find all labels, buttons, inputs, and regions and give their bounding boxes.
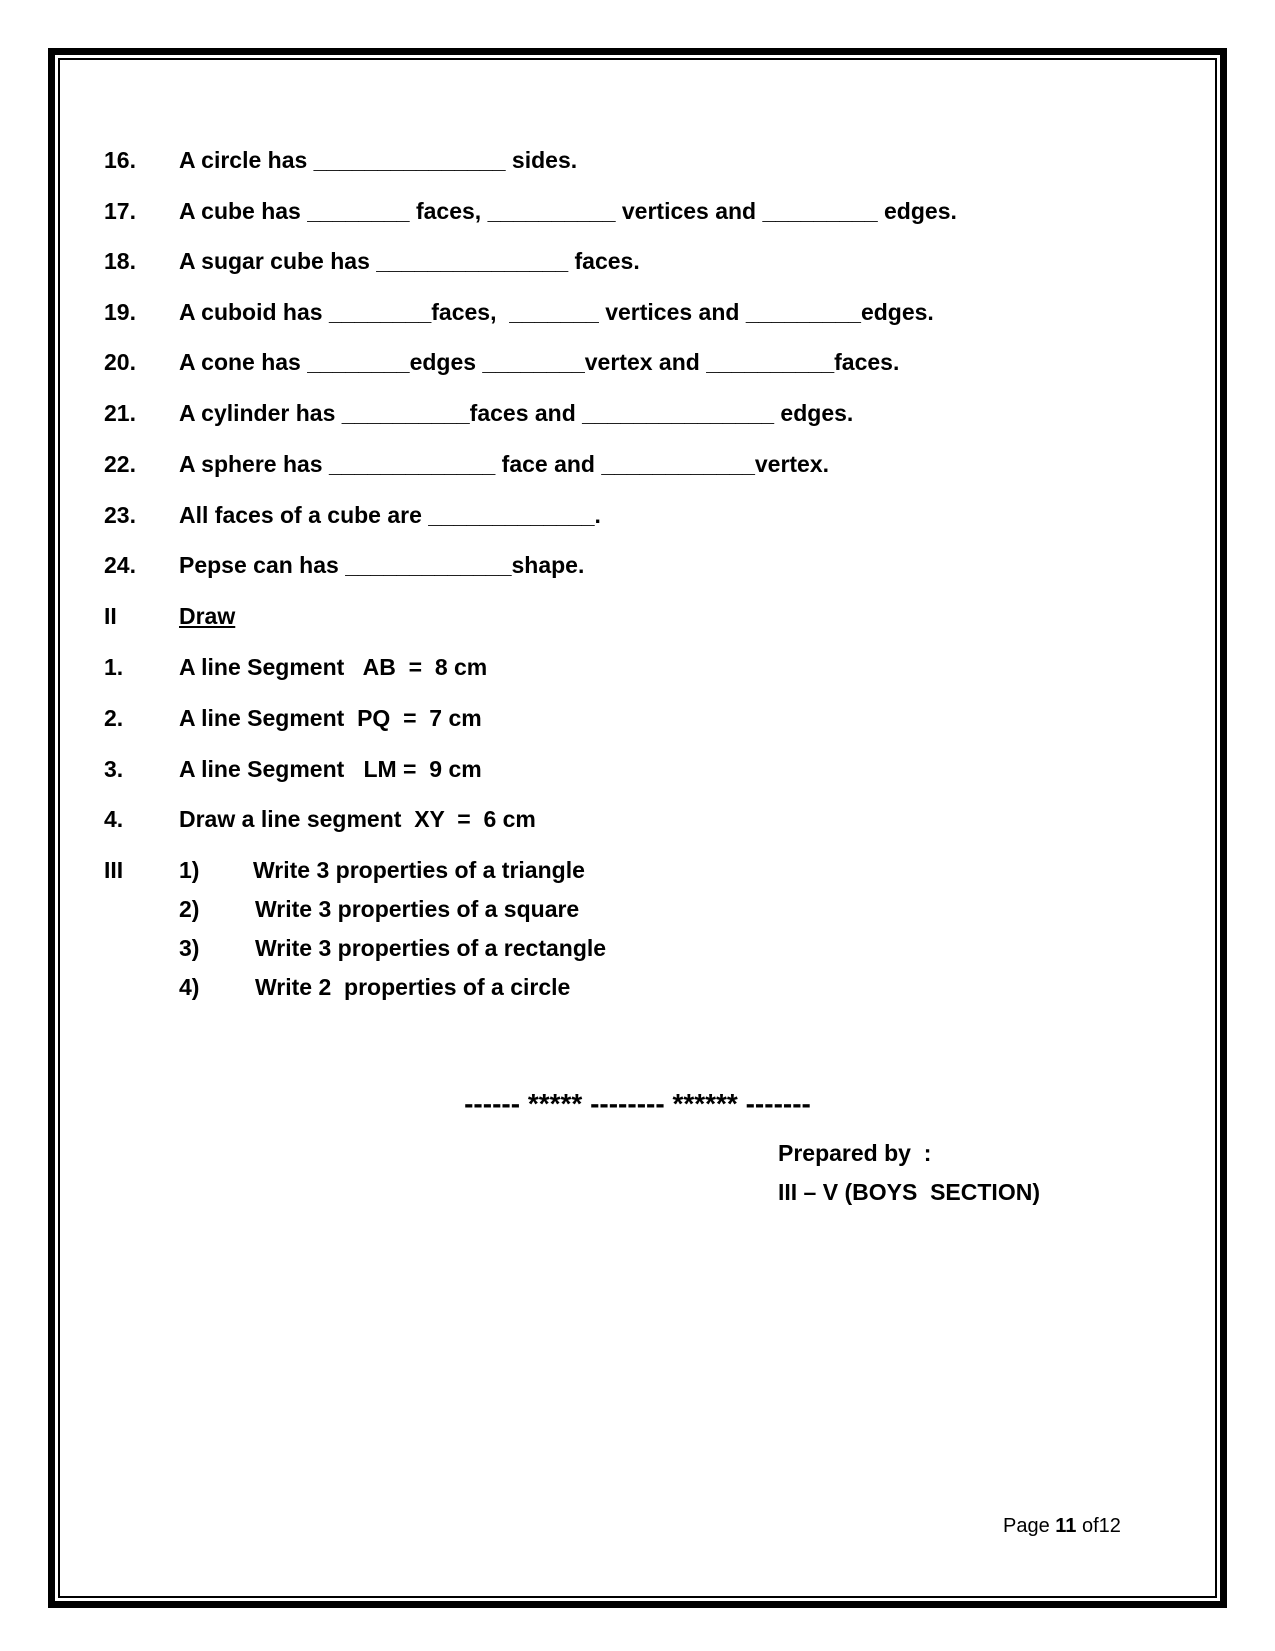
item-number: 3.: [104, 756, 124, 782]
question-text: A circle has _______________ sides.: [179, 147, 578, 173]
question-number: 24.: [104, 552, 136, 578]
item-number: 2): [179, 896, 200, 922]
question-text: All faces of a cube are _____________.: [179, 502, 601, 528]
section-properties-heading: [104, 856, 124, 912]
prepared-by-label: Prepared by :: [778, 1140, 932, 1166]
item-number: 1): [179, 857, 200, 883]
section-title: Draw: [179, 603, 236, 629]
question-text: A cone has ________edges ________vertex and __________faces.: [179, 349, 900, 375]
item-text: A line Segment AB = 8 cm: [179, 654, 488, 680]
item-text: Write 2 properties of a circle: [255, 974, 571, 1000]
item-text: Write 3 properties of a rectangle: [255, 935, 607, 961]
question-text: A sugar cube has _______________ faces.: [179, 248, 640, 274]
item-text: Write 3 properties of a triangle: [253, 857, 585, 883]
question-number: 17.: [104, 198, 136, 224]
question-number: 20.: [104, 349, 136, 375]
question-number: 21.: [104, 400, 136, 426]
page-number: [1003, 1515, 1121, 1538]
item-number: 2.: [104, 705, 124, 731]
question-number: 23.: [104, 502, 136, 528]
page-current: 11: [1055, 1515, 1077, 1537]
question-text: A cuboid has ________faces, _______ vertices and _________edges.: [179, 299, 934, 325]
item-text: Draw a line segment XY = 6 cm: [179, 806, 536, 832]
question-number: 19.: [104, 299, 136, 325]
question-text: A sphere has _____________ face and ____________vertex.: [179, 451, 830, 477]
item-text: A line Segment LM = 9 cm: [179, 756, 482, 782]
section-number: II: [104, 603, 117, 629]
item-number: 4.: [104, 806, 124, 832]
item-number: 4): [179, 974, 200, 1000]
item-number: 3): [179, 935, 200, 961]
page-suffix: of12: [1076, 1515, 1121, 1537]
item-text: A line Segment PQ = 7 cm: [179, 705, 482, 731]
item-text: Write 3 properties of a square: [255, 896, 580, 922]
question-text: Pepse can has _____________shape.: [179, 552, 585, 578]
section-number: III: [104, 857, 124, 883]
property-item-4: [179, 973, 571, 1057]
question-text: A cube has ________ faces, __________ vertices and _________ edges.: [179, 198, 957, 224]
end-divider: ------ ***** -------- ****** -------: [464, 1088, 811, 1119]
item-number: 1.: [104, 654, 124, 680]
question-text: A cylinder has __________faces and _______________ edges.: [179, 400, 854, 426]
question-number: 22.: [104, 451, 136, 477]
question-number: 16.: [104, 147, 136, 173]
prepared-by-section: III – V (BOYS SECTION): [778, 1179, 1040, 1205]
page-prefix: Page: [1003, 1515, 1056, 1537]
question-number: 18.: [104, 248, 136, 274]
